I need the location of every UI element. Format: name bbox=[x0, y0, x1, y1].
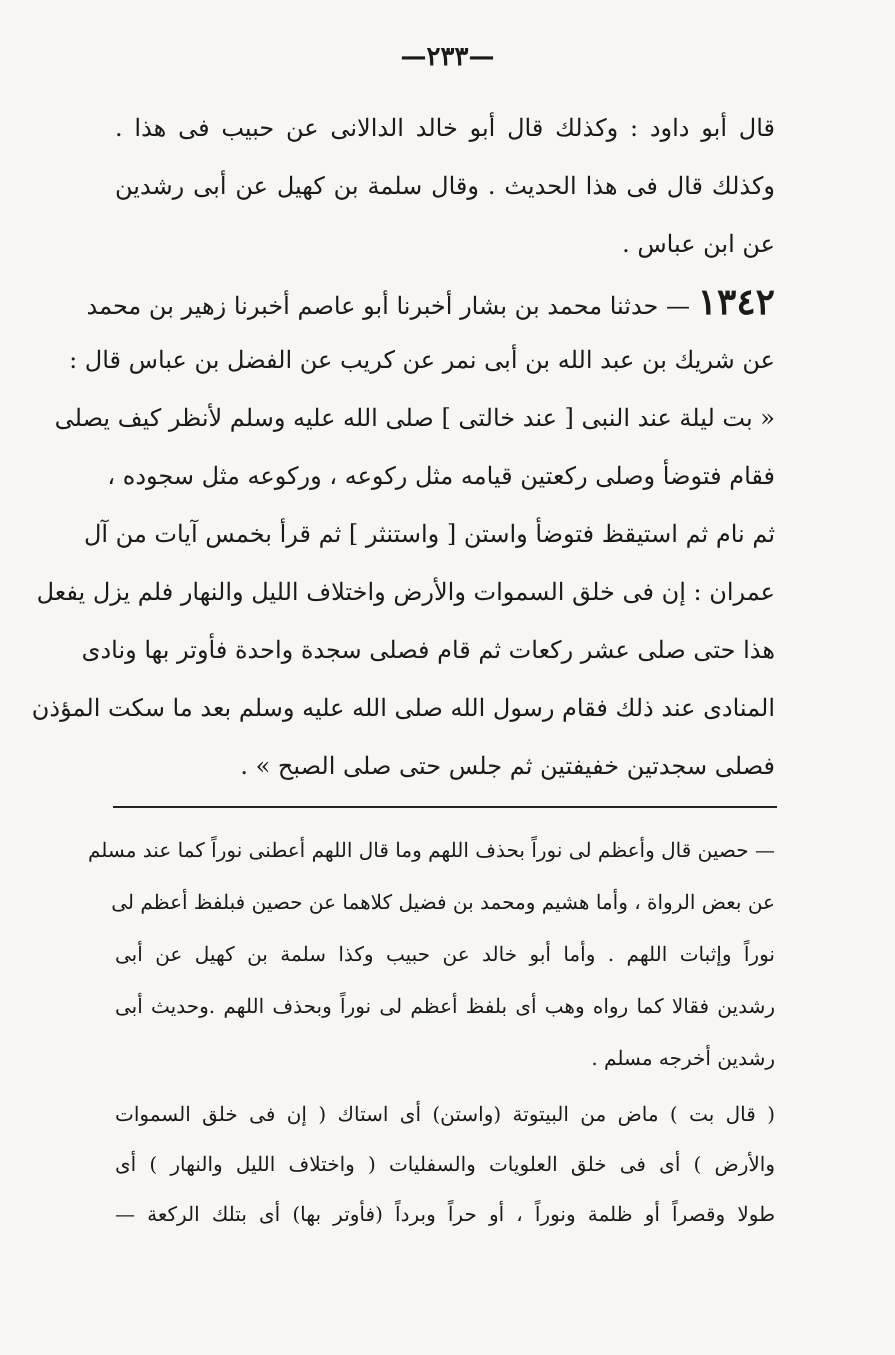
main-line: فقام فتوضأ وصلى ركعتين قيامه مثل ركوعه ، وركوعه مثل سجوده ، bbox=[107, 462, 775, 490]
hadith-opening-line bbox=[86, 281, 775, 323]
hadith-number: ١٣٤٢ bbox=[697, 281, 775, 323]
main-line: عن شريك بن عبد الله بن أبى نمر عن كريب عن الفضل بن عباس قال : bbox=[69, 346, 775, 374]
page-number: —٢٣٣— bbox=[400, 42, 495, 72]
footnote-line: — حصين قال وأعظم لى نوراً بحذف اللهم وما قال اللهم أعطنى نوراً كما عند مسلم bbox=[87, 838, 775, 862]
footnote-line: ( قال بت ) ماض من البيتوتة (واستن) أى استاك ( إن فى خلق السموات bbox=[115, 1102, 775, 1126]
main-line: هذا حتى صلى عشر ركعات ثم قام فصلى سجدة واحدة فأوتر بها ونادى bbox=[81, 636, 775, 664]
main-line: قال أبو داود : وكذلك قال أبو خالد الدالانى عن حبيب فى هذا . bbox=[115, 114, 775, 142]
footnote-line: رشدين أخرجه مسلم . bbox=[591, 1046, 775, 1070]
main-line: عن ابن عباس . bbox=[622, 230, 775, 258]
footnote-line: رشدين فقالا كما رواه وهب أى بلفظ أعظم لى نوراً وبحذف اللهم .وحديث أبى bbox=[115, 994, 775, 1018]
main-line: « بت ليلة عند النبى [ عند خالتى ] صلى الله عليه وسلم لأنظر كيف يصلى bbox=[54, 404, 775, 432]
main-line: وكذلك قال فى هذا الحديث . وقال سلمة بن كهيل عن أبى رشدين bbox=[115, 172, 775, 200]
footnote-line: طولا وقصراً أو ظلمة ونوراً ، أو حراً وبرداً (فأوتر بها) أى بتلك الركعة — bbox=[115, 1202, 775, 1226]
footnote-line: والأرض ) أى فى خلق العلويات والسفليات ( واختلاف الليل والنهار ) أى bbox=[115, 1152, 775, 1176]
main-line-text: — حدثنا محمد بن بشار أخبرنا أبو عاصم أخبرنا زهير بن محمد bbox=[86, 292, 691, 320]
main-line: المنادى عند ذلك فقام رسول الله صلى الله عليه وسلم بعد ما سكت المؤذن bbox=[31, 694, 775, 722]
main-line: فصلى سجدتين خفيفتين ثم جلس حتى صلى الصبح » . bbox=[240, 752, 775, 780]
footnote-line: نوراً وإثبات اللهم . وأما أبو خالد عن حبيب وكذا سلمة بن كهيل عن أبى bbox=[115, 942, 775, 966]
footnote-divider bbox=[113, 806, 777, 808]
main-line: ثم نام ثم استيقظ فتوضأ واستن [ واستنثر ] ثم قرأ بخمس آيات من آل bbox=[83, 520, 775, 548]
footnote-line: عن بعض الرواة ، وأما هشيم ومحمد بن فضيل كلاهما عن حصين فبلفظ أعظم لى bbox=[111, 890, 775, 914]
main-line: عمران : إن فى خلق السموات والأرض واختلاف الليل والنهار فلم يزل يفعل bbox=[36, 578, 775, 606]
